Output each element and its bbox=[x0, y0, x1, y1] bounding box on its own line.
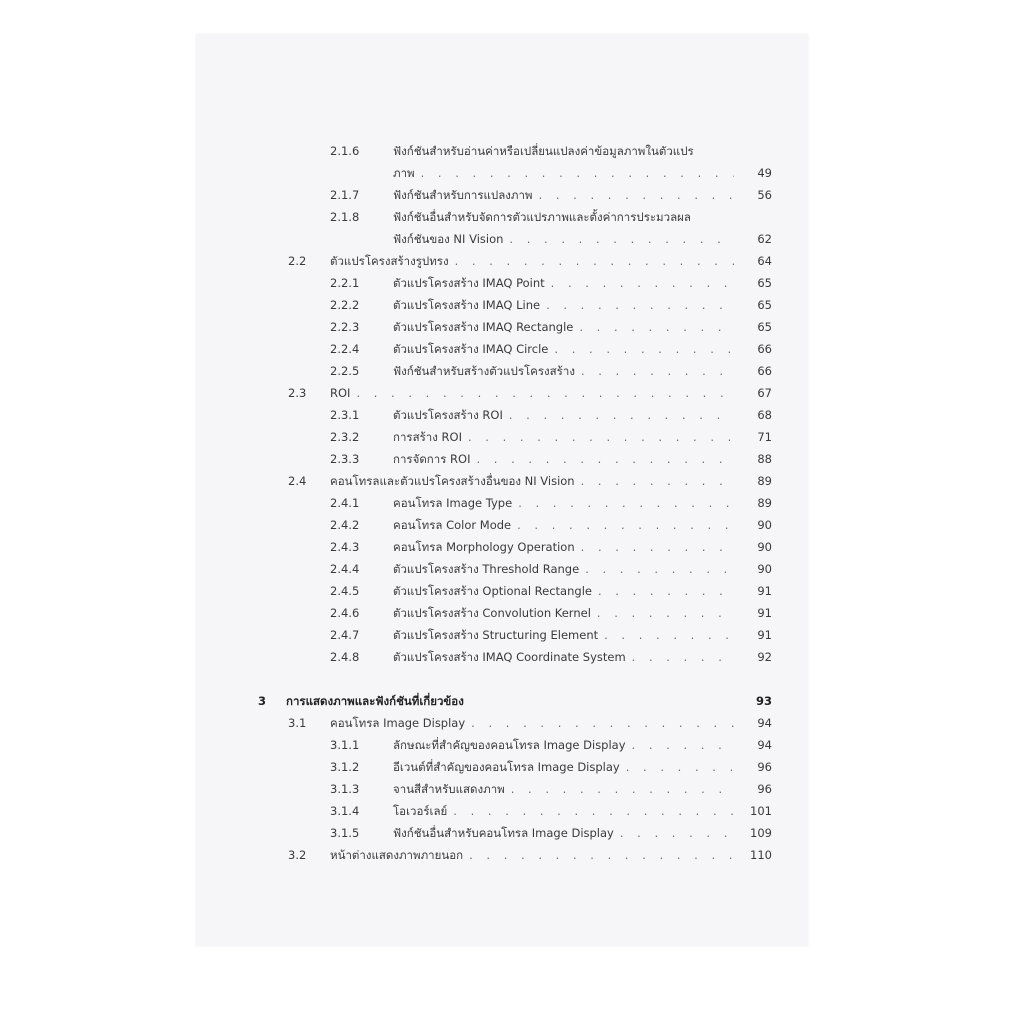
toc-entry-title: ลักษณะที่สำคัญของคอนโทรล Image Display bbox=[393, 738, 626, 752]
toc-entry-number: 2.2.5 bbox=[330, 364, 360, 378]
toc-entry-title: ตัวแปรโครงสร้าง IMAQ Rectangle bbox=[393, 320, 574, 334]
toc-entry-number: 2.3.3 bbox=[330, 452, 360, 466]
dot-leader bbox=[512, 492, 734, 514]
toc-entry-row bbox=[196, 778, 808, 800]
toc-entry-title-line bbox=[330, 250, 742, 272]
toc-page-number: 89 bbox=[757, 474, 772, 488]
toc-page-number: 68 bbox=[757, 408, 772, 422]
dot-leader bbox=[575, 470, 734, 492]
dot-leader bbox=[503, 228, 734, 250]
toc-entry-row bbox=[196, 316, 808, 338]
toc-entry-number: 2.4.5 bbox=[330, 584, 360, 598]
toc-entry-number: 2.3.1 bbox=[330, 408, 360, 422]
toc-entry-row bbox=[196, 184, 808, 206]
toc-entry-row bbox=[196, 228, 808, 250]
toc-entry-title-line bbox=[393, 492, 742, 514]
toc-entry-row bbox=[196, 470, 808, 492]
toc-entry-row bbox=[196, 162, 808, 184]
dot-leader bbox=[415, 162, 734, 184]
toc-entry-number: 3.1.5 bbox=[330, 826, 360, 840]
toc-entry-title-line bbox=[393, 426, 742, 448]
toc-entry-title: คอนโทรลและตัวแปรโครงสร้างอื่นของ NI Vision bbox=[330, 474, 575, 488]
dot-leader bbox=[447, 800, 734, 822]
toc-page-number: 65 bbox=[757, 298, 772, 312]
toc-page-number: 90 bbox=[757, 540, 772, 554]
toc-entry-number: 2.4.1 bbox=[330, 496, 360, 510]
toc-entry-title: ตัวแปรโครงสร้าง IMAQ Circle bbox=[393, 342, 549, 356]
dot-leader bbox=[575, 360, 734, 382]
toc-entry-title: หน้าต่างแสดงภาพภายนอก bbox=[330, 848, 464, 862]
toc-entry-title: ฟังก์ชันสำหรับการแปลงภาพ bbox=[393, 188, 533, 202]
toc-entry-row bbox=[196, 250, 808, 272]
toc-entry-title-line bbox=[330, 844, 742, 866]
toc-entry-title-line bbox=[393, 822, 742, 844]
toc-entry-title-line bbox=[393, 646, 742, 668]
toc-page-number: 90 bbox=[757, 518, 772, 532]
dot-leader bbox=[575, 536, 734, 558]
table-of-contents bbox=[196, 34, 808, 946]
toc-entry-title-line bbox=[393, 360, 742, 382]
toc-entry-row bbox=[196, 404, 808, 426]
toc-entry-title-line bbox=[393, 448, 742, 470]
toc-page-number: 110 bbox=[750, 848, 772, 862]
toc-entry-row bbox=[196, 712, 808, 734]
toc-entry-row bbox=[196, 448, 808, 470]
toc-page-number: 65 bbox=[757, 320, 772, 334]
toc-entry-title-line bbox=[393, 206, 742, 228]
toc-entry-title: ตัวแปรโครงสร้าง Structuring Element bbox=[393, 628, 599, 642]
dot-leader bbox=[545, 272, 734, 294]
toc-entry-title: ตัวแปรโครงสร้าง IMAQ Point bbox=[393, 276, 545, 290]
toc-entry-row bbox=[196, 272, 808, 294]
document-page bbox=[196, 34, 808, 946]
toc-entry-number: 3.2 bbox=[288, 848, 307, 862]
dot-leader bbox=[591, 602, 734, 624]
toc-entry-title-line bbox=[393, 162, 742, 184]
toc-entry-row bbox=[196, 426, 808, 448]
dot-leader bbox=[620, 756, 734, 778]
toc-entry-title-line bbox=[330, 382, 742, 404]
toc-entry-row bbox=[196, 206, 808, 228]
toc-entry-number: 2.4.6 bbox=[330, 606, 360, 620]
toc-page-number: 91 bbox=[757, 606, 772, 620]
toc-entry-number: 2.4.3 bbox=[330, 540, 360, 554]
toc-entry-title: ฟังก์ชันสำหรับสร้างตัวแปรโครงสร้าง bbox=[393, 364, 575, 378]
toc-entry-title-line bbox=[393, 338, 742, 360]
toc-entry-number: 2.2.1 bbox=[330, 276, 360, 290]
toc-page-number: 71 bbox=[757, 430, 772, 444]
toc-entry-title-line bbox=[393, 800, 742, 822]
toc-entry-title-line bbox=[393, 602, 742, 624]
toc-entry-title-line bbox=[330, 712, 742, 734]
toc-entry-row bbox=[196, 338, 808, 360]
toc-entry-title-line bbox=[393, 404, 742, 426]
toc-entry-title: ฟังก์ชันสำหรับอ่านค่าหรือเปลี่ยนแปลงค่าข้อมูลภาพในตัวแปร bbox=[393, 144, 694, 158]
toc-entry-title-line bbox=[393, 580, 742, 602]
toc-page-number: 91 bbox=[757, 584, 772, 598]
toc-page-number: 94 bbox=[757, 738, 772, 752]
dot-leader bbox=[548, 338, 734, 360]
toc-entry-row bbox=[196, 514, 808, 536]
toc-entry-title-line bbox=[393, 756, 742, 778]
dot-leader bbox=[350, 382, 734, 404]
toc-entry-number: 2.4.4 bbox=[330, 562, 360, 576]
toc-entry-title-line bbox=[393, 294, 742, 316]
dot-leader bbox=[579, 558, 734, 580]
dot-leader bbox=[449, 250, 734, 272]
toc-entry-number: 3.1.2 bbox=[330, 760, 360, 774]
toc-entry-title-line bbox=[393, 624, 742, 646]
toc-page-number: 96 bbox=[757, 760, 772, 774]
toc-entry-row bbox=[196, 140, 808, 162]
toc-entry-title: การแสดงภาพและฟังก์ชันที่เกี่ยวข้อง bbox=[286, 694, 464, 708]
dot-leader bbox=[626, 646, 734, 668]
toc-entry-row bbox=[196, 602, 808, 624]
toc-entry-number: 3.1.1 bbox=[330, 738, 360, 752]
toc-entry-title-line bbox=[393, 536, 742, 558]
dot-leader bbox=[511, 514, 734, 536]
toc-entry-number: 2.4.7 bbox=[330, 628, 360, 642]
toc-entry-row bbox=[196, 360, 808, 382]
dot-leader bbox=[540, 294, 734, 316]
toc-entry-title: ตัวแปรโครงสร้าง Convolution Kernel bbox=[393, 606, 591, 620]
toc-entry-row bbox=[196, 624, 808, 646]
toc-entry-title: ตัวแปรโครงสร้าง IMAQ Line bbox=[393, 298, 541, 312]
toc-entry-row bbox=[196, 646, 808, 668]
dot-leader bbox=[462, 426, 734, 448]
toc-page-number: 96 bbox=[757, 782, 772, 796]
toc-page-number: 88 bbox=[757, 452, 772, 466]
toc-entry-number: 3.1 bbox=[288, 716, 307, 730]
toc-entry-row bbox=[196, 294, 808, 316]
toc-page-number: 65 bbox=[757, 276, 772, 290]
dot-leader bbox=[533, 184, 734, 206]
toc-entry-row bbox=[196, 844, 808, 866]
toc-entry-row bbox=[196, 822, 808, 844]
toc-entry-row bbox=[196, 756, 808, 778]
toc-entry-title: คอนโทรล Image Display bbox=[330, 716, 466, 730]
dot-leader bbox=[463, 844, 734, 866]
toc-page-number: 49 bbox=[757, 166, 772, 180]
toc-entry-title: อีเวนต์ที่สำคัญของคอนโทรล Image Display bbox=[393, 760, 620, 774]
toc-entry-title: ฟังก์ชันอื่นสำหรับจัดการตัวแปรภาพและตั้งค่าการประมวลผล bbox=[393, 210, 691, 224]
toc-entry-number: 2.2.4 bbox=[330, 342, 360, 356]
toc-entry-title: ภาพ bbox=[393, 166, 415, 180]
toc-entry-row bbox=[196, 734, 808, 756]
toc-entry-number: 2.4 bbox=[288, 474, 307, 488]
dot-leader bbox=[471, 448, 735, 470]
toc-chapter-row bbox=[196, 690, 808, 712]
toc-page-number: 90 bbox=[757, 562, 772, 576]
toc-page-number: 89 bbox=[757, 496, 772, 510]
dot-leader bbox=[592, 580, 734, 602]
toc-page-number: 94 bbox=[757, 716, 772, 730]
toc-entry-row bbox=[196, 800, 808, 822]
toc-entry-row bbox=[196, 558, 808, 580]
toc-page-number: 91 bbox=[757, 628, 772, 642]
toc-entry-number: 2.2.3 bbox=[330, 320, 360, 334]
toc-entry-title-line bbox=[393, 228, 742, 250]
toc-entry-row bbox=[196, 382, 808, 404]
toc-entry-title: คอนโทรล Color Mode bbox=[393, 518, 512, 532]
toc-entry-number: 3 bbox=[258, 694, 267, 708]
dot-leader bbox=[503, 404, 734, 426]
toc-entry-title: ตัวแปรโครงสร้าง Optional Rectangle bbox=[393, 584, 592, 598]
toc-entry-title-line bbox=[286, 690, 742, 712]
toc-entry-number: 2.4.8 bbox=[330, 650, 360, 664]
toc-entry-number: 2.4.2 bbox=[330, 518, 360, 532]
toc-page-number: 93 bbox=[755, 694, 772, 708]
toc-entry-title-line bbox=[393, 514, 742, 536]
toc-entry-title: ตัวแปรโครงสร้างรูปทรง bbox=[330, 254, 449, 268]
toc-entry-title: ตัวแปรโครงสร้าง IMAQ Coordinate System bbox=[393, 650, 626, 664]
toc-entry-title-line bbox=[393, 316, 742, 338]
toc-entry-title: โอเวอร์เลย์ bbox=[393, 804, 448, 818]
dot-leader bbox=[598, 624, 734, 646]
toc-entry-title: ฟังก์ชันของ NI Vision bbox=[393, 232, 504, 246]
toc-page-number: 66 bbox=[757, 342, 772, 356]
toc-entry-title-line bbox=[330, 470, 742, 492]
toc-page-number: 109 bbox=[750, 826, 772, 840]
toc-entry-title: จานสีสำหรับแสดงภาพ bbox=[393, 782, 505, 796]
toc-entry-number: 2.2.2 bbox=[330, 298, 360, 312]
toc-entry-row bbox=[196, 492, 808, 514]
toc-entry-title-line bbox=[393, 140, 742, 162]
dot-leader bbox=[626, 734, 734, 756]
toc-entry-number: 2.1.7 bbox=[330, 188, 360, 202]
toc-entry-title: ตัวแปรโครงสร้าง ROI bbox=[393, 408, 503, 422]
dot-leader bbox=[465, 712, 734, 734]
toc-page-number: 67 bbox=[757, 386, 772, 400]
toc-entry-row bbox=[196, 580, 808, 602]
toc-entry-number: 3.1.4 bbox=[330, 804, 360, 818]
toc-entry-number: 2.1.6 bbox=[330, 144, 360, 158]
toc-entry-title: ROI bbox=[330, 386, 351, 400]
dot-leader bbox=[505, 778, 734, 800]
toc-entry-title-line bbox=[393, 184, 742, 206]
toc-page-number: 64 bbox=[757, 254, 772, 268]
toc-entry-title: การจัดการ ROI bbox=[393, 452, 471, 466]
toc-entry-title-line bbox=[393, 272, 742, 294]
toc-entry-number: 2.3.2 bbox=[330, 430, 360, 444]
toc-entry-row bbox=[196, 536, 808, 558]
toc-entry-title: ตัวแปรโครงสร้าง Threshold Range bbox=[393, 562, 580, 576]
toc-entry-title-line bbox=[393, 734, 742, 756]
toc-entry-title: การสร้าง ROI bbox=[393, 430, 462, 444]
toc-page-number: 66 bbox=[757, 364, 772, 378]
toc-entry-title-line bbox=[393, 778, 742, 800]
toc-entry-title-line bbox=[393, 558, 742, 580]
toc-entry-title: คอนโทรล Image Type bbox=[393, 496, 513, 510]
toc-page-number: 92 bbox=[757, 650, 772, 664]
toc-entry-title: คอนโทรล Morphology Operation bbox=[393, 540, 575, 554]
dot-leader bbox=[573, 316, 734, 338]
toc-page-number: 101 bbox=[750, 804, 772, 818]
toc-entry-number: 2.3 bbox=[288, 386, 307, 400]
toc-page-number: 62 bbox=[757, 232, 772, 246]
toc-entry-number: 2.1.8 bbox=[330, 210, 360, 224]
toc-entry-number: 3.1.3 bbox=[330, 782, 360, 796]
toc-page-number: 56 bbox=[757, 188, 772, 202]
toc-entry-number: 2.2 bbox=[288, 254, 307, 268]
toc-entry-title: ฟังก์ชันอื่นสำหรับคอนโทรล Image Display bbox=[393, 826, 614, 840]
dot-leader bbox=[614, 822, 734, 844]
